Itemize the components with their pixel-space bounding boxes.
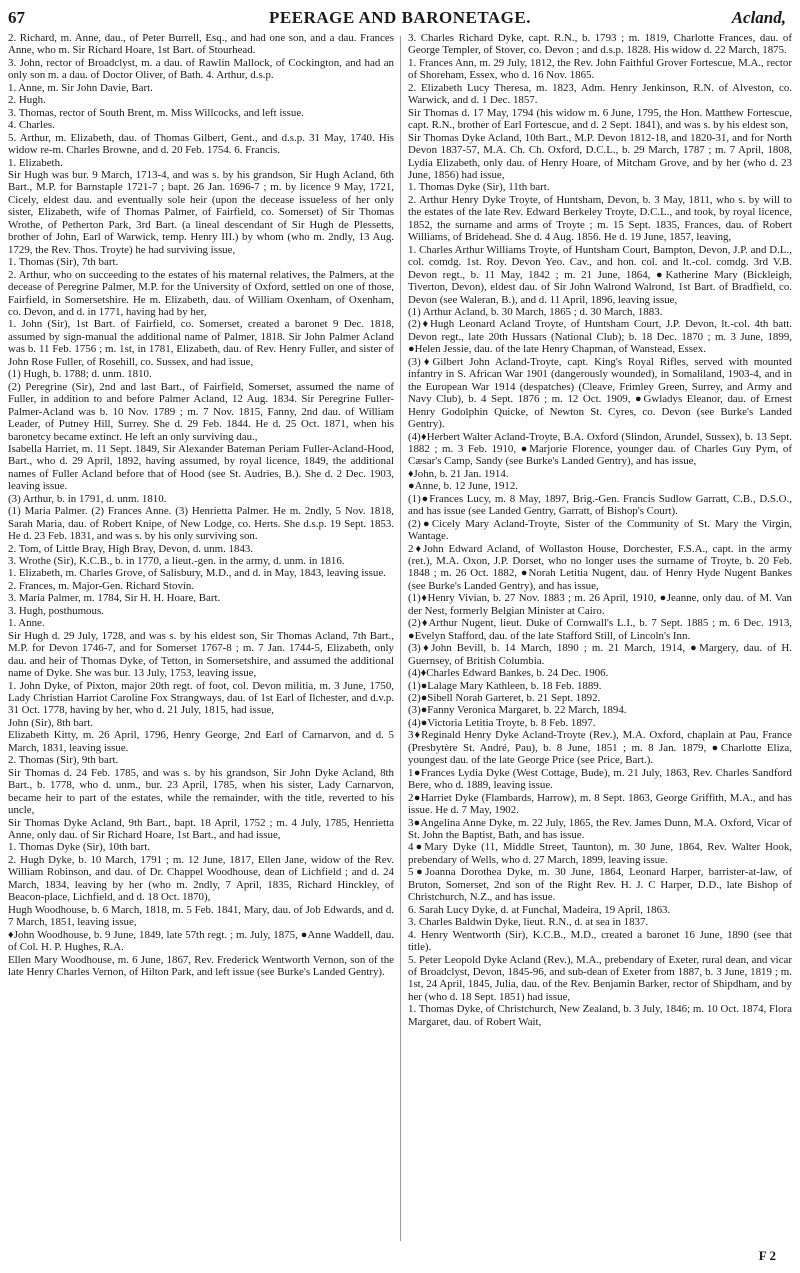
paragraph: (4)♦Charles Edward Bankes, b. 24 Dec. 1906. <box>408 667 609 680</box>
paragraph: 2. Tom, of Little Bray, High Bray, Devon, d. unm. 1843. <box>8 542 254 555</box>
paragraph: 2. Arthur, who on succeeding to the estates of his maternal relatives, the Palmers, at the decease of Peregrine Palmer, M.P. for the University of Oxford, settled on one of those, Fairfield, in Somersetshire. He m. Elizabeth, dau. of William Oxenham, of Oxenham, co. Devon, and d. in 1771, having had by her, <box>8 268 394 318</box>
paragraph: (1)●Lalage Mary Kathleen, b. 18 Feb. 1889. <box>408 679 602 692</box>
paragraph: Sir Thomas Dyke Acland, 10th Bart., M.P. Devon 1812-18, and 1820-31, and for North Devon 1837-57, M.A. Ch. Ch. Oxford, D.C.L., b. 29 March, 1787 ; m. 7 April, 1808, Lydia Elizabeth, only dau. of Henry Hoare, of Mitcham Grove, and by her (who d. 23 June, 1856) had issue, <box>408 131 792 181</box>
paragraph: 2. Hugh Dyke, b. 10 March, 1791 ; m. 12 June, 1817, Ellen Jane, widow of the Rev. William Robinson, and dau. of Dr. Chappel Woodhouse, dean of Lichfield ; and d. 24 March, 1834, leaving by her (who m. 2ndly, 7 April, 1835, Richard Hinckley, of Beacon-place, Lichfield, and d. 18 Oct. 1870), <box>8 853 394 904</box>
paragraph: (2)♦Hugh Leonard Acland Troyte, of Huntsham Court, J.P. Devon, lt.-col. 4th batt. Devon regt., late 20th Hussars (National Club); b. 18 Dec. 1870 ; m. 3 June, 1899, ●Helen Jessie, dau. of the late Henry Chapman, of Wanstead, Essex. <box>408 318 792 356</box>
column-divider <box>400 36 401 1241</box>
paragraph: 1. Elizabeth. <box>8 156 63 169</box>
paragraph: 1●Frances Lydia Dyke (West Cottage, Bude), m. 21 July, 1863, Rev. Charles Sandford Bere, who d. 1889, leaving issue. <box>408 766 792 792</box>
paragraph: 3. Thomas, rector of South Brent, m. Miss Willcocks, and left issue. <box>8 106 304 119</box>
paragraph: (1) Hugh, b. 1788; d. unm. 1810. <box>8 368 152 381</box>
paragraph: 4●Mary Dyke (11, Middle Street, Taunton), m. 30 June, 1864, Rev. Walter Hook, prebendary of Wells, who d. 27 March, 1899, leaving issue. <box>408 841 792 866</box>
paragraph: 3. John, rector of Broadclyst, m. a dau. of Rawlin Mallock, of Cockington, and had an only son m. a dau. of Doctor Oliver, of Bath. 4. Arthur, d.s.p. <box>8 56 394 82</box>
paragraph: 1. Thomas (Sir), 7th bart. <box>8 256 119 269</box>
paragraph: 2. Elizabeth Lucy Theresa, m. 1823, Adm. Henry Jenkinson, R.N. of Alveston, co. Warwick, and d. 1 Dec. 1857. <box>408 81 792 107</box>
paragraph: 5●Joanna Dorothea Dyke, m. 30 June, 1864, Leonard Harper, barrister-at-law, of Bruton, Somerset, 2nd son of the Right Rev. H. J. C Harper, D.D., late Bishop of Christchurch, N.Z., and has issue. <box>408 866 792 904</box>
paragraph: (2)●Cicely Mary Acland-Troyte, Sister of the Community of St. Mary the Virgin, Wantage. <box>408 517 792 543</box>
paragraph: 2. Frances, m. Major-Gen. Richard Stovin. <box>8 579 195 592</box>
paragraph: (2)♦Arthur Nugent, lieut. Duke of Cornwall's L.I., b. 7 Sept. 1885 ; m. 6 Dec. 1913, ●Evelyn Stafford, dau. of the late Stafford Still, of Lincoln's Inn. <box>408 617 792 642</box>
paragraph: 2. Richard, m. Anne, dau., of Peter Burrell, Esq., and had one son, and a dau. Frances Anne, who m. Sir Richard Hoare, 1st Bart. of Stourhead. <box>8 32 394 57</box>
paragraph: 1. Thomas Dyke (Sir), 10th bart. <box>8 841 150 854</box>
paragraph: Ellen Mary Woodhouse, m. 6 June, 1867, Rev. Frederick Wentworth Vernon, son of the late Henry Charles Vernon, of Hilton Park, and left issue (see Burke's Landed Gentry). <box>8 953 394 978</box>
paragraph: Elizabeth Kitty, m. 26 April, 1796, Henry George, 2nd Earl of Carnarvon, and d. 5 March, 1831, leaving issue. <box>8 729 394 754</box>
paragraph: 1. Thomas Dyke, of Christchurch, New Zealand, b. 3 July, 1846; m. 10 Oct. 1874, Flora Margaret, dau. of Robert Wait, <box>408 1003 792 1028</box>
paragraph: (4)♦Herbert Walter Acland-Troyte, B.A. Oxford (Slindon, Arundel, Sussex), b. 13 Sept. 1882 ; m. 3 Feb. 1910, ●Marjorie Florence, younger dau. of Charles Guy Pym, of Cæsar's Camp, Sandy (see Burke's Landed Gentry), and has issue, <box>408 430 792 468</box>
page-title: PEERAGE AND BARONETAGE. <box>269 8 531 27</box>
paragraph: 2●Harriet Dyke (Flambards, Harrow), m. 8 Sept. 1863, George Griffith, M.A., and has issue. He d. 7 May, 1902. <box>408 791 792 817</box>
paragraph: 2. Thomas (Sir), 9th bart. <box>8 754 119 767</box>
paragraph: 1. Frances Ann, m. 29 July, 1812, the Rev. John Faithful Grover Fortescue, M.A., rector of Shoreham, Essex, who d. 16 Nov. 1865. <box>408 56 792 82</box>
paragraph: Sir Thomas Dyke Acland, 9th Bart., bapt. 18 April, 1752 ; m. 4 July, 1785, Henrietta Anne, only dau. of Sir Richard Hoare, 1st Bart., and had issue, <box>8 816 394 841</box>
paragraph: 5. Peter Leopold Dyke Acland (Rev.), M.A., prebendary of Exeter, rural dean, and vicar of Broadclyst, Devon, 1845-96, and sub-dean of Exeter from 1887, b. 3 June, 1819 ; m. 1st, 24 April, 1845, Julia, dau. of the Rev. Benjamin Barker, rector of Shipdham, and by her (who d. 18 Sept. 1851) had issue, <box>408 953 792 1003</box>
paragraph: (1) Arthur Acland, b. 30 March, 1865 ; d. 30 March, 1883. <box>408 305 663 318</box>
paragraph: 1. Anne. <box>8 617 45 630</box>
paragraph: 3. Maria Palmer, m. 1784, Sir H. H. Hoare, Bart. <box>8 592 221 605</box>
paragraph: (1) Maria Palmer. (2) Frances Anne. (3) Henrietta Palmer. He m. 2ndly, 5 Nov. 1818, Sarah Maria, dau. of Robert Knipe, of New Lodge, co. Herts. She d.s.p. 19 Sept. 1853. He d. 23 Feb. 1831, and was s. by his only surviving son. <box>8 505 394 543</box>
paragraph: 5. Arthur, m. Elizabeth, dau. of Thomas Gilbert, Gent., and d.s.p. 31 May, 1740. His widow re-m. Charles Browne, and d. 20 Feb. 1754. 6. Francis. <box>8 131 394 157</box>
paragraph: ♦John, b. 21 Jan. 1914. <box>408 467 509 480</box>
left-column <box>8 32 394 978</box>
paragraph: 1. Elizabeth, m. Charles Grove, of Salisbury, M.D., and d. in May, 1843, leaving issue. <box>8 567 386 580</box>
signature-mark: F 2 <box>758 1248 776 1263</box>
paragraph: (2) Peregrine (Sir), 2nd and last Bart., of Fairfield, Somerset, assumed the name of Fuller, in addition to and before Palmer Acland, 12 Aug. 1834. Sir Peregrine Fuller-Palmer-Acland was b. 10 Nov. 1789 ; m. 7 Nov. 1815, Fanny, 2nd dau. of William Leader, of Putney Hill, Surrey. She d. 29 Feb. 1844. He d. 25 Oct. 1871, when his baronetcy became extinct. He left an only surviving dau., <box>8 380 394 443</box>
paragraph: 1. Thomas Dyke (Sir), 11th bart. <box>408 181 550 194</box>
paragraph: Isabella Harriet, m. 11 Sept. 1849, Sir Alexander Bateman Periam Fuller-Acland-Hood, Bart., who d. 29 April, 1892, having assumed, by royal licence, 1849, the additional names of Fuller Acland before that of Hood (see St. Audries, B.). She d. 2 Dec. 1903, leaving issue. <box>8 442 394 493</box>
paragraph: 1. Anne, m. Sir John Davie, Bart. <box>8 81 153 94</box>
paragraph: Sir Thomas d. 24 Feb. 1785, and was s. by his grandson, Sir John Dyke Acland, 8th Bart., b. 1778, who d. unm., bur. 23 April, 1785, when his sister, Lady Carnarvon, became heir to part of the estates, while the remainder, with the title, reverted to his uncle, <box>8 766 394 817</box>
paragraph: John (Sir), 8th bart. <box>8 716 93 729</box>
paragraph: (3)♦Gilbert John Acland-Troyte, capt. King's Royal Rifles, served with mounted infantry in S. African War 1901 (dangerously wounded), in Somaliland, 1903-4, and in the European War 1914 (despatches) (Cleave, Frimley Green, Surrey, and Army and Navy Club), b. 4 Sept. 1876 ; m. 12 Oct. 1909, ●Gwladys Eleanor, dau. of Ernest Henry Godolphin Quicke, of Newton St. Cyres, co. Devon (see Burke's Landed Gentry). <box>408 355 792 431</box>
right-column <box>408 32 792 1028</box>
paragraph: 2♦John Edward Acland, of Wollaston House, Dorchester, F.S.A., capt. in the army (ret.), M.A. Oxon, J.P. Dorset, who no longer uses the surname of Troyte, b. 20 Feb. 1848 ; m. 26 Oct. 1882, ●Norah Letitia Nugent, dau. of Henry Hyde Nugent Bankes (see Burke's Landed Gentry), and has issue, <box>408 542 792 592</box>
paragraph: 4. Charles. <box>8 119 55 132</box>
paragraph: 3. Charles Richard Dyke, capt. R.N., b. 1793 ; m. 1819, Charlotte Frances, dau. of George Templer, of Stover, co. Devon ; and d.s.p. 1828. His widow d. 22 March, 1875. <box>408 32 792 57</box>
paragraph: (3)♦John Bevill, b. 14 March, 1890 ; m. 21 March, 1914, ●Margery, dau. of H. Guernsey, of British Columbia. <box>408 642 792 667</box>
paragraph: 3. Charles Baldwin Dyke, lieut. R.N., d. at sea in 1837. <box>408 916 649 929</box>
paragraph: Sir Hugh was bur. 9 March, 1713-4, and was s. by his grandson, Sir Hugh Acland, 6th Bart., M.P. for Barnstaple 1721-7 ; bapt. 26 Jan. 1696-7 ; m. by licence 9 May, 1721, Cicely, eldest dau. and eventually sole heir (upon the decease issueless of her only sister, Elizabeth, wife of Thomas Palmer, of Fairfield, co. Somerset) of Sir Thomas Wrothe, of Petherton Park, 3rd Bart. (a lineal descendant of Sir Hugh de Plessetts, brother of John, Earl of Warwick, temp. Henry III.) by whom (who m. 2ndly, 13 Aug. 1729, the Rev. Thos. Troyte) he had surviving issue, <box>8 168 394 256</box>
paragraph: (3)●Fanny Veronica Margaret, b. 22 March, 1894. <box>408 704 627 717</box>
paragraph: 1. John (Sir), 1st Bart. of Fairfield, co. Somerset, created a baronet 9 Dec. 1818, assumed by sign-manual the additional name of Palmer, 1818. Sir John Palmer Acland was b. 11 Feb. 1756 ; m. 1st, in 1781, Elizabeth, dau. of Rev. Henry Fuller, and sister of John Rose Fuller, of Rosehill, co. Sussex, and had issue, <box>8 318 394 368</box>
paragraph: Hugh Woodhouse, b. 6 March, 1818, m. 5 Feb. 1841, Mary, dau. of Job Edwards, and d. 7 March, 1851, leaving issue, <box>8 903 394 929</box>
page-header <box>0 0 800 30</box>
paragraph: Sir Thomas d. 17 May, 1794 (his widow m. 6 June, 1795, the Hon. Matthew Fortescue, capt. R.N., brother of Earl Fortescue, and d. 2 Sept. 1841), and was s. by his eldest son, <box>408 106 792 132</box>
paragraph: 1. John Dyke, of Pixton, major 20th regt. of foot, col. Devon militia, m. 3 June, 1750, Lady Christian Harriot Caroline Fox Strangways, dau. of 1st Earl of Ilchester, and d.v.p. 31 Oct. 1778, having by her, who d. 21 July, 1815, had issue, <box>8 679 394 717</box>
paragraph: 3●Angelina Anne Dyke, m. 22 July, 1865, the Rev. James Dunn, M.A. Oxford, Vicar of St. John the Baptist, Bath, and has issue. <box>408 816 792 841</box>
paragraph: (4)●Victoria Letitia Troyte, b. 8 Feb. 1897. <box>408 716 596 729</box>
paragraph: 2. Hugh. <box>8 94 46 107</box>
paragraph: 2. Arthur Henry Dyke Troyte, of Huntsham, Devon, b. 3 May, 1811, who s. by will to the estates of the late Rev. Edward Berkeley Troyte, D.C.L., and took, by royal licence, 1852, the surname and arms of Troyte ; m. 15 Sept. 1835, Frances, dau. of Robert Williams, of Bridehead. She d. 4 Aug. 1856. He d. 19 June, 1857, leaving, <box>408 193 792 244</box>
paragraph: (3) Arthur, b. in 1791, d. unm. 1810. <box>8 492 167 505</box>
paragraph: ●Anne, b. 12 June, 1912. <box>408 480 519 493</box>
paragraph: 3♦Reginald Henry Dyke Acland-Troyte (Rev.), M.A. Oxford, chaplain at Pau, France (Presbytère St. André, Pau), b. 8 June, 1851 ; m. 8 Jan. 1879, ●Charlotte Eliza, youngest dau. of the late George Price (see Price, Bart.). <box>408 729 792 767</box>
page-number: 67 <box>8 8 25 27</box>
paragraph: Sir Hugh d. 29 July, 1728, and was s. by his eldest son, Sir Thomas Acland, 7th Bart., M.P. for Devon 1746-7, and for Somerset 1767-8 ; m. 7 Jan. 1744-5, Elizabeth, only dau. and heir of Thomas Dyke, of Tetton, in Somersetshire, and assumed the additional name of Dyke. She was bur. 13 July, 1753, leaving issue, <box>8 629 394 680</box>
paragraph: 3. Wrothe (Sir), K.C.B., b. in 1770, a lieut.-gen. in the army, d. unm. in 1816. <box>8 555 345 568</box>
paragraph: (1)●Frances Lucy, m. 8 May, 1897, Brig.-Gen. Francis Sudlow Garratt, C.B., D.S.O., and has issue (see Landed Gentry, Garratt, of Bishop's Court). <box>408 492 792 518</box>
paragraph: 4. Henry Wentworth (Sir), K.C.B., M.D., created a baronet 16 June, 1890 (see that title). <box>408 928 792 954</box>
paragraph: 1. Charles Arthur Williams Troyte, of Huntsham Court, Bampton, Devon, J.P. and D.L., col. comdg. 1st. Roy. Devon Yeo. Cav., and hon. col. and lt.-col. comdg. 3rd V.B. Devon regt., b. 11 May, 1842 ; m. 21 June, 1864, ●Katherine Mary (Bickleigh, Tiverton, Devon), eldest dau. of Sir John Walrond Walrond, 1st Bart. of Bradfield, co. Devon (see Waleran, B.), and d. 11 April, 1896, leaving issue, <box>408 243 792 306</box>
paragraph: 6. Sarah Lucy Dyke, d. at Funchal, Madeira, 19 April, 1863. <box>408 903 671 916</box>
paragraph: ♦John Woodhouse, b. 9 June, 1849, late 57th regt. ; m. July, 1875, ●Anne Waddell, dau. of Col. H. P. Hughes, R.A. <box>8 928 394 954</box>
paragraph: (2)●Sibell Norah Garteret, b. 21 Sept. 1892. <box>408 692 601 705</box>
paragraph: (1)♦Henry Vivian, b. 27 Nov. 1883 ; m. 26 April, 1910, ●Jeanne, only dau. of M. Van der Nest, formerly Belgian Minister at Cairo. <box>408 592 792 617</box>
paragraph: 3. Hugh, posthumous. <box>8 604 104 617</box>
running-head: Acland, <box>731 8 786 27</box>
